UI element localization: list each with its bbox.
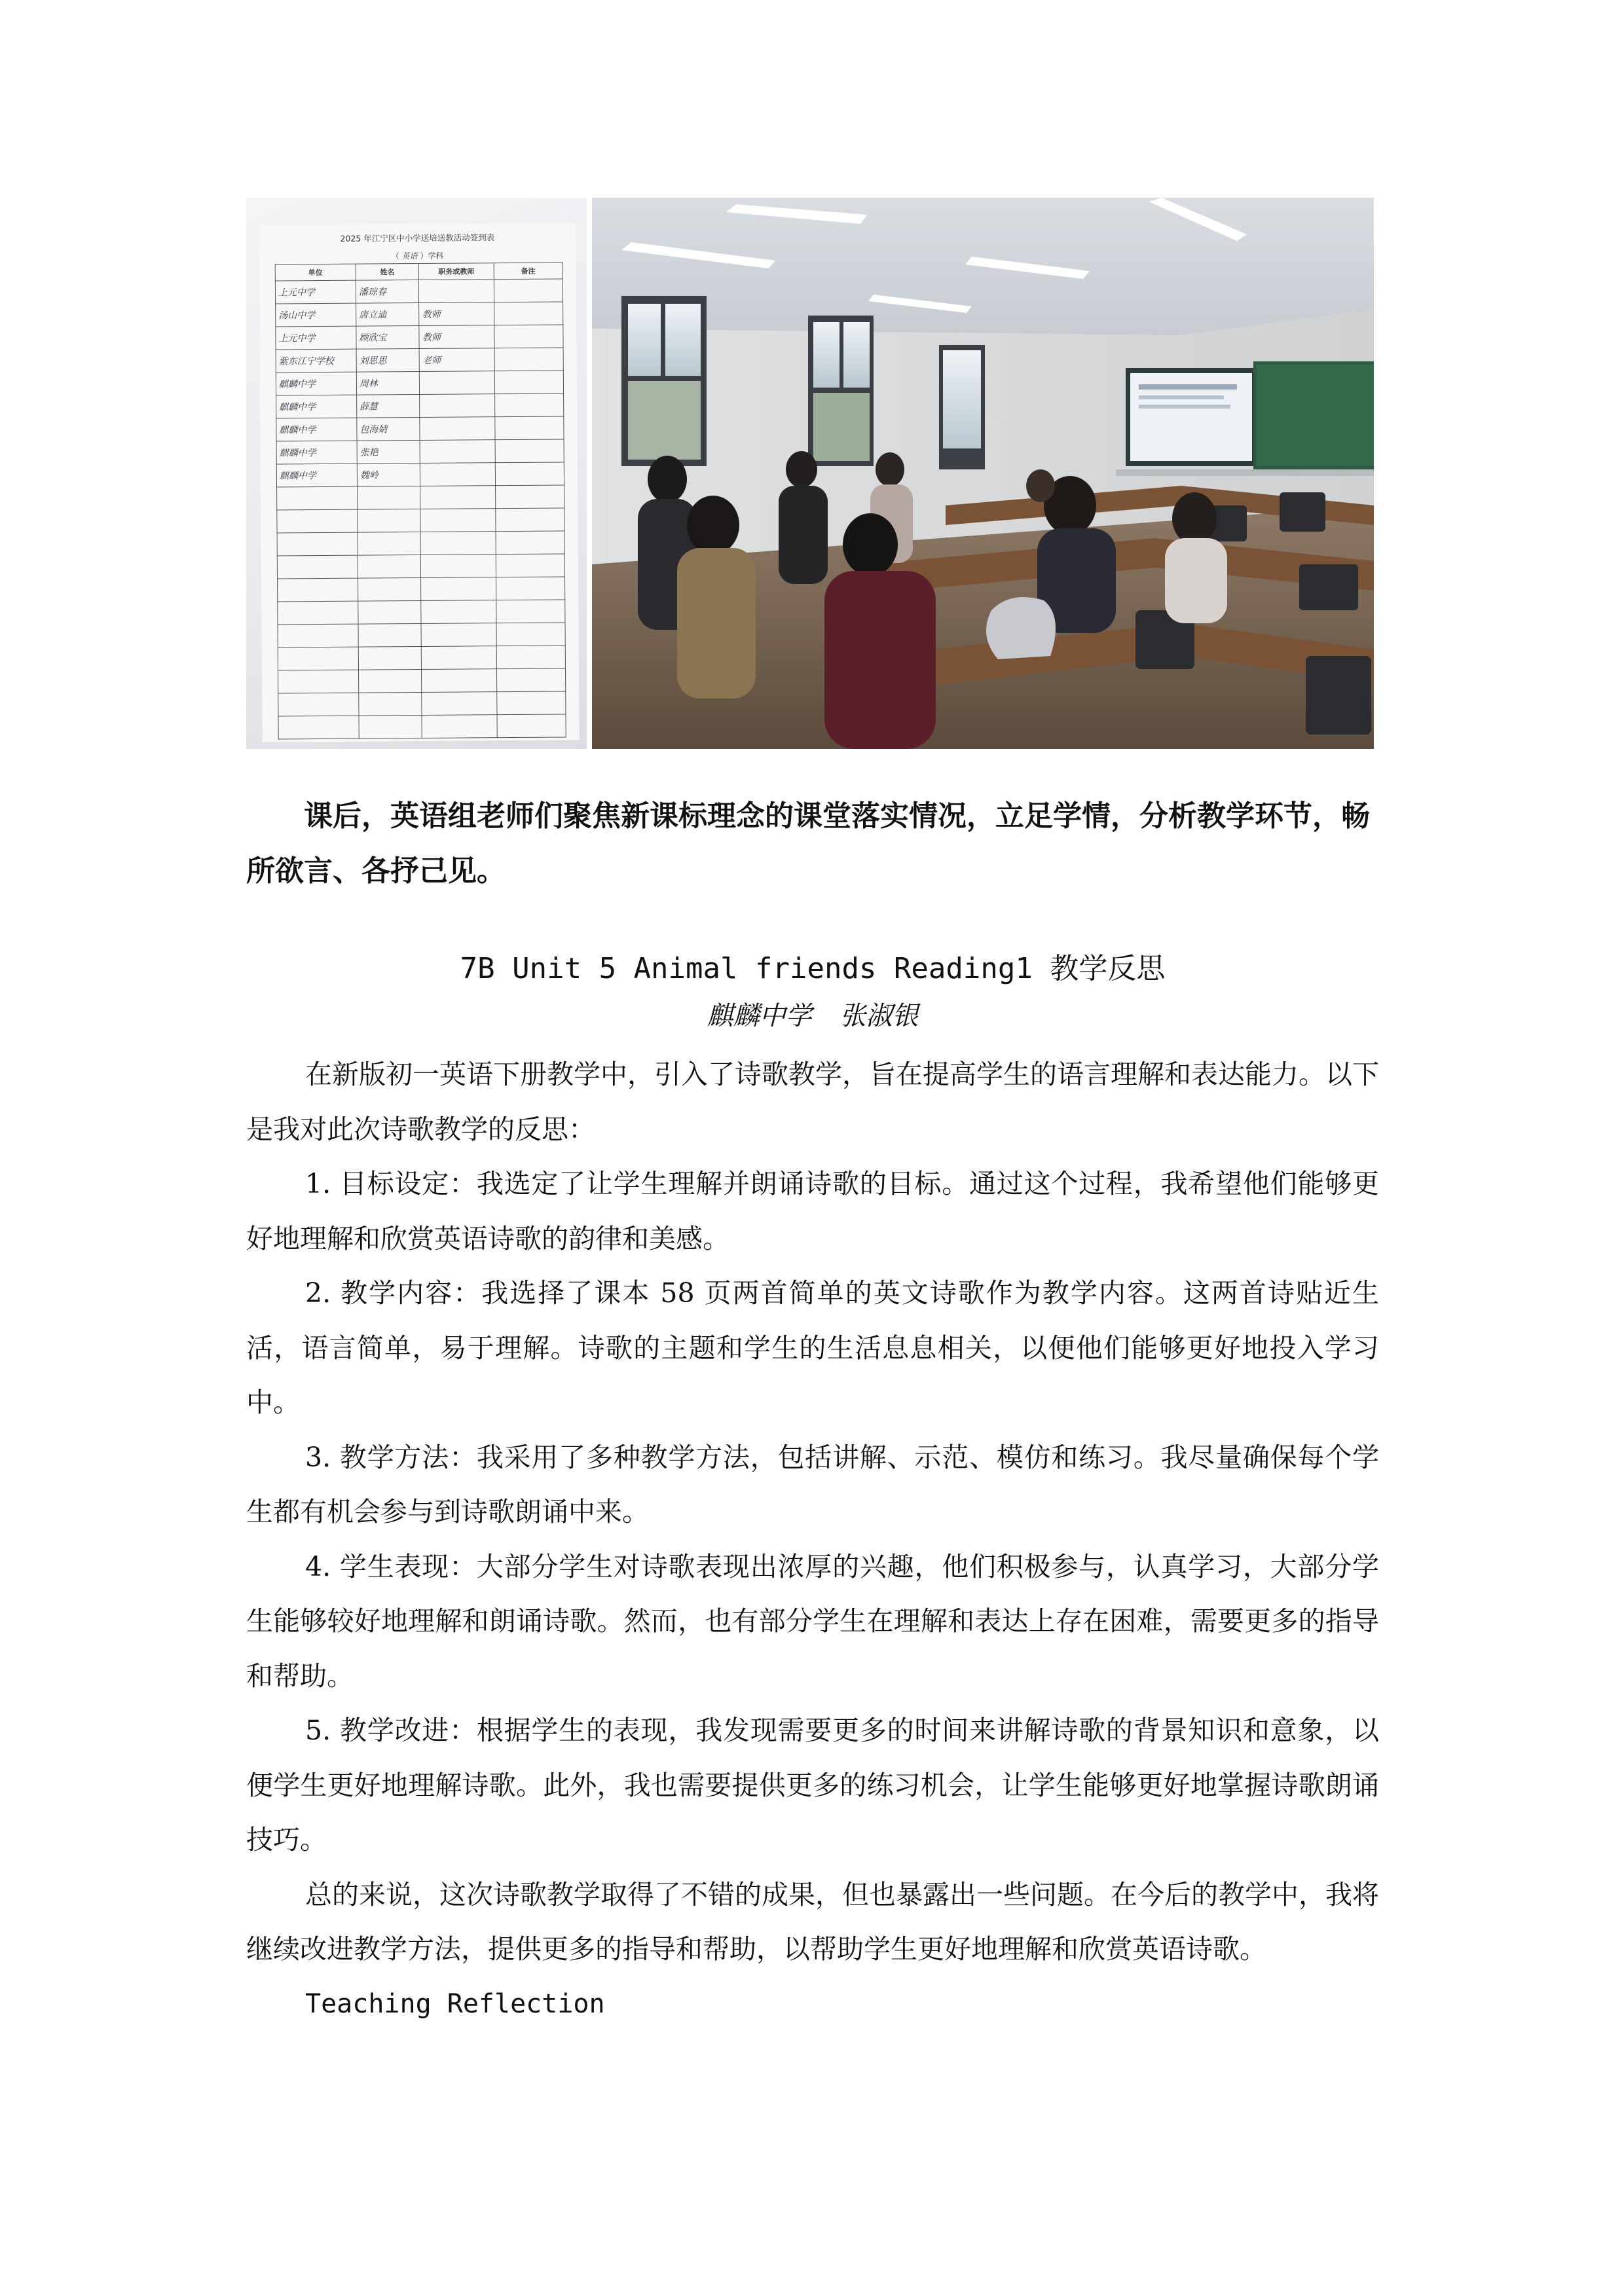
cell-unit — [277, 509, 358, 533]
cell-name: 顾欣宝 — [356, 325, 420, 349]
signin-table-row — [277, 554, 564, 579]
cell-unit — [278, 601, 358, 625]
signin-table-row — [276, 348, 563, 373]
photo-row — [246, 198, 1374, 749]
cell-name — [358, 646, 422, 670]
cell-role: 教师 — [419, 302, 494, 326]
paragraph-summary: 总的来说，这次诗歌教学取得了不错的成果，但也暴露出一些问题。在今后的教学中，我将继续改进教学方法，提供更多的指导和帮助，以帮助学生更好地理解和欣赏英语诗歌。 — [246, 1878, 1379, 1965]
signin-table-row — [278, 668, 565, 693]
cell-unit: 麒麟中学 — [276, 372, 356, 395]
paragraph-english-heading: Teaching Reflection — [305, 1988, 605, 2019]
cell-note — [497, 714, 566, 738]
cell-unit — [278, 716, 359, 739]
cell-role — [422, 715, 496, 738]
cell-note — [494, 416, 564, 440]
cell-note — [496, 691, 566, 715]
cell-unit: 上元中学 — [276, 326, 356, 350]
reflection-body — [246, 1048, 1379, 2032]
cell-unit: 汤山中学 — [276, 303, 356, 327]
signin-table-row — [276, 302, 563, 327]
signin-table-row — [278, 714, 566, 739]
header-role: 职务或教师 — [419, 263, 494, 280]
cell-role — [420, 394, 494, 418]
signin-table-row — [275, 279, 563, 304]
cell-role — [420, 371, 494, 395]
cell-name — [358, 509, 421, 532]
signin-table-row — [277, 485, 564, 510]
paragraph-intro: 在新版初一英语下册教学中，引入了诗歌教学，旨在提高学生的语言理解和表达能力。以下是我对此次诗歌教学的反思： — [246, 1059, 1379, 1145]
cell-role: 老师 — [420, 348, 494, 372]
signin-table-row — [276, 393, 564, 418]
cell-role — [420, 509, 495, 532]
cell-name: 潘琮春 — [356, 280, 419, 303]
paragraph-method: 3. 教学方法：我采用了多种教学方法，包括讲解、示范、模仿和练习。我尽量确保每个学生都有机会参与到诗歌朗诵中来。 — [246, 1441, 1379, 1527]
cell-unit — [278, 693, 359, 716]
paragraph-content: 2. 教学内容：我选择了课本 58 页两首简单的英文诗歌作为教学内容。这两首诗贴近生活，语言简单，易于理解。诗歌的主题和学生的生活息息相关，以便他们能够更好地投入学习中。 — [246, 1277, 1379, 1418]
cell-name — [358, 577, 421, 601]
cell-name: 周林 — [356, 371, 420, 395]
signin-table-row — [276, 439, 564, 464]
cell-note — [496, 623, 566, 646]
cell-unit: 麒麟中学 — [276, 418, 357, 441]
cell-role — [420, 463, 495, 486]
cell-note — [496, 531, 565, 555]
cell-role — [420, 440, 495, 464]
cell-unit: 麒麟中学 — [276, 395, 357, 418]
signin-table — [275, 262, 566, 739]
signin-sheet-title: 2025 年江宁区中小学送培送教活动签到表 — [340, 232, 495, 244]
cell-note — [495, 508, 564, 532]
cell-role — [420, 486, 495, 509]
cell-name — [358, 532, 421, 555]
header-note: 备注 — [494, 263, 563, 280]
cell-role: 教师 — [419, 325, 494, 349]
cell-name — [357, 486, 420, 509]
cell-note — [496, 668, 566, 692]
cell-role — [419, 280, 494, 303]
photo-caption: 课后，英语组老师们聚焦新课标理念的课堂落实情况，立足学情，分析教学环节，畅所欲言、各抒己见。 — [246, 799, 1370, 888]
reflection-title-en: 7B Unit 5 Animal friends Reading1 — [460, 952, 1033, 985]
cell-note — [494, 393, 564, 417]
cell-name: 薛慧 — [356, 394, 420, 418]
cell-note — [496, 554, 565, 577]
cell-note — [494, 371, 564, 394]
signin-table-row — [278, 623, 565, 647]
cell-name: 包海婧 — [357, 417, 420, 441]
signin-table-row — [276, 462, 564, 487]
cell-unit — [277, 555, 358, 579]
signin-table-body — [275, 279, 566, 739]
cell-note — [496, 577, 565, 600]
cell-role — [421, 555, 496, 578]
reflection-author: 麒麟中学 张淑银 — [707, 1001, 919, 1031]
cell-name: 唐立迪 — [356, 302, 419, 326]
signin-table-row — [278, 646, 565, 670]
reflection-title — [246, 951, 1379, 987]
paragraph-goal: 1. 目标设定：我选定了让学生理解并朗诵诗歌的目标。通过这个过程，我希望他们能够更好地理解和欣赏英语诗歌的韵律和美感。 — [246, 1168, 1379, 1254]
cell-name — [359, 692, 422, 716]
cell-unit: 麒麟中学 — [276, 441, 357, 464]
signin-table-row — [276, 371, 563, 395]
paragraph-performance: 4. 学生表现：大部分学生对诗歌表现出浓厚的兴趣，他们积极参与，认真学习，大部分学生能够较好地理解和朗诵诗歌。然而，也有部分学生在理解和表达上存在困难，需要更多的指导和帮助。 — [246, 1550, 1379, 1692]
classroom-photo — [592, 198, 1374, 749]
header-unit: 单位 — [275, 264, 356, 281]
cell-note — [495, 462, 564, 486]
cell-name — [358, 600, 422, 624]
cell-note — [496, 600, 565, 623]
cell-note — [494, 302, 563, 325]
cell-name: 刘思思 — [356, 348, 420, 372]
paragraph-improvement: 5. 教学改进：根据学生的表现，我发现需要更多的时间来讲解诗歌的背景知识和意象，以便学生更好地理解诗歌。此外，我也需要提供更多的练习机会，让学生能够更好地掌握诗歌朗诵技巧。 — [246, 1715, 1379, 1855]
cell-note — [496, 646, 566, 669]
cell-note — [494, 348, 564, 371]
cell-name — [358, 555, 421, 578]
cell-note — [494, 325, 563, 348]
subject-prefix: （ — [391, 251, 399, 261]
signin-table-row — [276, 416, 564, 441]
reflection-title-cn: 教学反思 — [1050, 952, 1166, 985]
cell-role — [421, 623, 496, 647]
cell-unit: 麒麟中学 — [276, 464, 357, 487]
cell-name — [358, 669, 422, 693]
cell-unit — [278, 647, 358, 670]
cell-unit — [278, 670, 358, 693]
cell-name: 张艳 — [357, 440, 420, 464]
cell-unit — [277, 486, 358, 510]
signin-table-row — [278, 691, 566, 716]
cell-note — [495, 485, 564, 509]
cell-name — [359, 715, 422, 738]
subject-suffix: ）学科 — [420, 251, 444, 261]
signin-sheet — [259, 223, 580, 742]
cell-name: 魏岭 — [357, 463, 420, 486]
signin-sheet-subject — [259, 249, 576, 262]
signin-table-row — [278, 577, 565, 602]
cell-role — [422, 692, 496, 716]
cell-unit — [278, 624, 358, 647]
signin-table-header — [275, 263, 563, 281]
cell-role — [421, 600, 496, 624]
subject-value: 英语 — [401, 251, 418, 261]
signin-table-row — [278, 600, 565, 625]
cell-role — [422, 669, 496, 693]
cell-unit — [277, 532, 358, 556]
signin-table-row — [276, 325, 563, 350]
cell-note — [495, 439, 564, 463]
cell-role — [421, 532, 496, 555]
signin-table-row — [277, 531, 564, 556]
signin-sheet-photo — [246, 198, 587, 749]
boards — [1116, 361, 1374, 476]
cell-unit — [278, 578, 358, 602]
header-name: 姓名 — [356, 263, 419, 280]
cell-unit: 紫东江宁学校 — [276, 349, 356, 373]
signin-table-row — [277, 508, 564, 533]
cell-unit: 上元中学 — [275, 280, 356, 304]
cell-role — [422, 646, 496, 670]
cell-name — [358, 623, 422, 647]
cell-note — [494, 279, 563, 302]
cell-role — [420, 417, 494, 441]
cell-role — [421, 577, 496, 601]
classroom-illustration — [592, 198, 1374, 749]
